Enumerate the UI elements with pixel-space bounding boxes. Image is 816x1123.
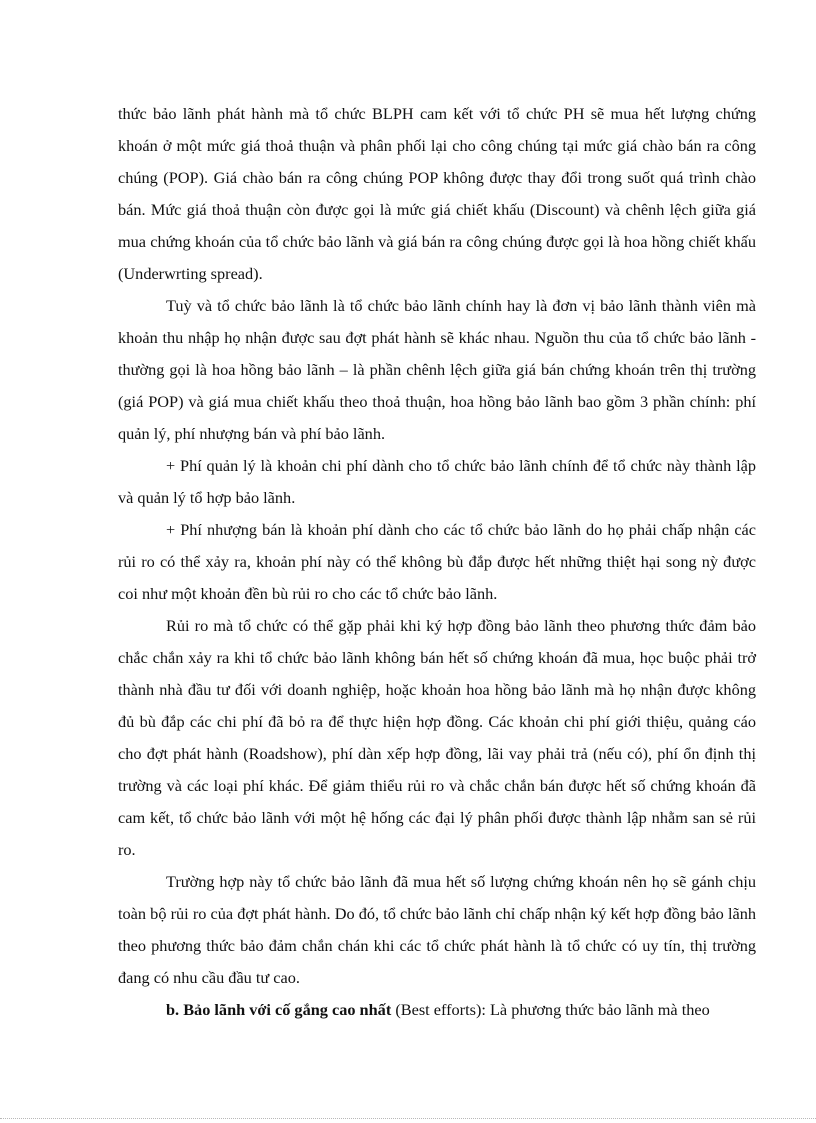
paragraph-conditions: Trường hợp này tổ chức bảo lãnh đã mua hết số lượng chứng khoán nên họ sẽ gánh chịu toàn bộ rủi ro của đợt phát hành. Do đó, tổ chức bảo lãnh chỉ chấp nhận ký kết hợp đồng bảo lãnh theo phương thức bảo đảm chắn chán khi các tổ chức phát hành là tổ chức có uy tín, thị trường đang có nhu cầu đầu tư cao. <box>118 872 756 987</box>
page-bottom-border <box>0 1118 816 1119</box>
section-heading-best-efforts: b. Bảo lãnh với cố gắng cao nhất <box>166 1000 392 1019</box>
paragraph-risk: Rủi ro mà tổ chức có thể gặp phải khi ký hợp đồng bảo lãnh theo phương thức đảm bảo chắc chắn xảy ra khi tổ chức bảo lãnh không bán hết số chứng khoán đã mua, học buộc phải trở thành nhà đầu tư đối với doanh nghiệp, hoặc khoản hoa hồng bảo lãnh mà họ nhận được không đủ bù đắp các chi phí đã bỏ ra để thực hiện hợp đồng. Các khoản chi phí giới thiệu, quảng cáo cho đợt phát hành (Roadshow), phí dàn xếp hợp đồng, lãi vay phải trả (nếu có), phí ổn định thị trường và các loại phí khác. Để giảm thiểu rủi ro và chắc chắn bán được hết số chứng khoán đã cam kết, tổ chức bảo lãnh với một hệ hống các đại lý phân phối được thành lập nhằm san sẻ rủi ro. <box>118 616 756 859</box>
paragraph-selling-fee: + Phí nhượng bán là khoản phí dành cho các tổ chức bảo lãnh do họ phải chấp nhận các rủi ro có thể xảy ra, khoản phí này có thể không bù đắp được hết những thiệt hại song nỳ được coi như một khoản đền bù rủi ro cho các tổ chức bảo lãnh. <box>118 520 756 603</box>
best-efforts-text: (Best efforts): Là phương thức bảo lãnh mà theo <box>391 1000 710 1019</box>
paragraph-management-fee: + Phí quản lý là khoản chi phí dành cho tổ chức bảo lãnh chính để tổ chức này thành lập và quản lý tổ hợp bảo lãnh. <box>118 456 756 507</box>
body-text <box>118 98 756 1026</box>
paragraph-underwriting-income: Tuỳ và tổ chức bảo lãnh là tổ chức bảo lãnh chính hay là đơn vị bảo lãnh thành viên mà khoản thu nhập họ nhận được sau đợt phát hành sẽ khác nhau. Nguồn thu của tổ chức bảo lãnh - thường gọi là hoa hồng bảo lãnh – là phần chênh lệch giữa giá bán chứng khoán trên thị trường (giá POP) và giá mua chiết khấu theo thoả thuận, hoa hồng bảo lãnh bao gồm 3 phần chính: phí quản lý, phí nhượng bán và phí bảo lãnh. <box>118 296 756 443</box>
paragraph-best-efforts <box>118 994 756 1026</box>
paragraph-continued: thức bảo lãnh phát hành mà tổ chức BLPH cam kết với tổ chức PH sẽ mua hết lượng chứng khoán ở một mức giá thoả thuận và phân phối lại cho công chúng tại mức giá chào bán ra công chúng (POP). Giá chào bán ra công chúng POP không được thay đổi trong suốt quá trình chào bán. Mức giá thoả thuận còn được gọi là mức giá chiết khấu (Discount) và chênh lệch giữa giá mua chứng khoán của tổ chức bảo lãnh và giá bán ra công chúng được gọi là hoa hồng chiết khấu (Underwrting spread). <box>118 104 756 283</box>
